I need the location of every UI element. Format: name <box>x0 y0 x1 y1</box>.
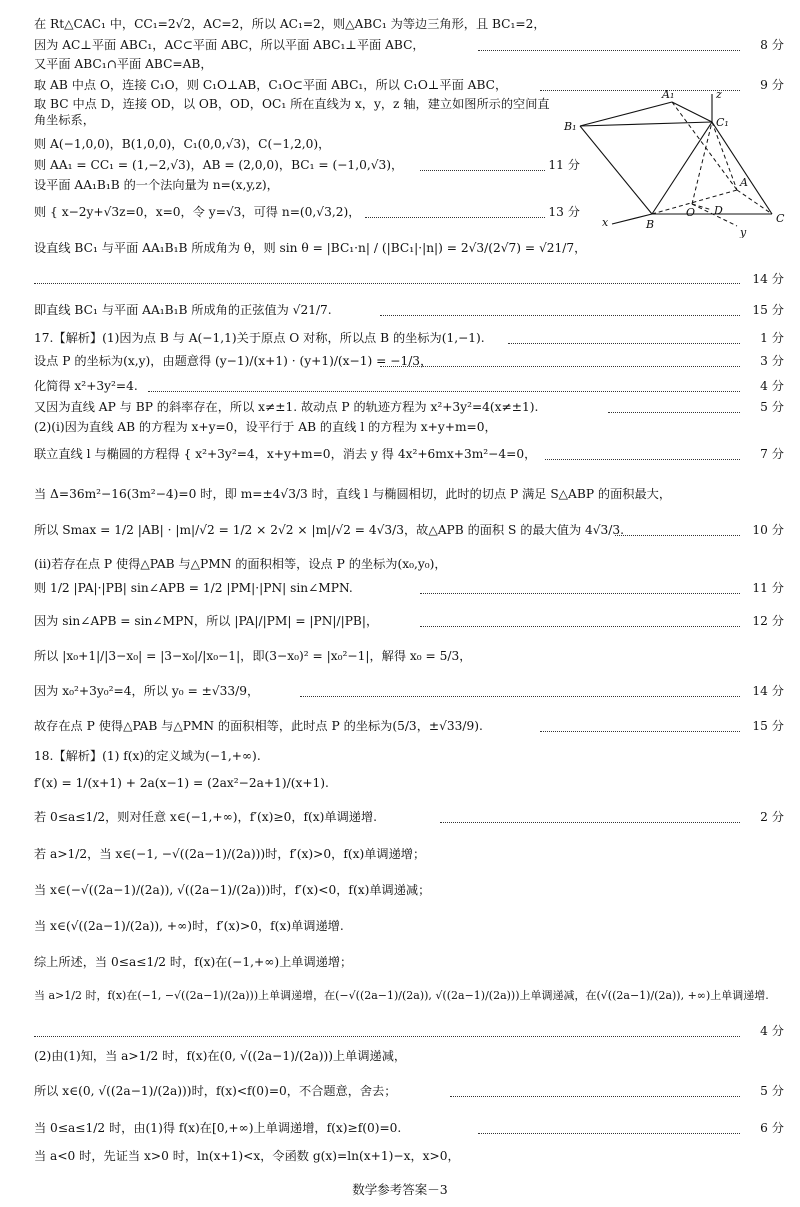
text-line: 又平面 ABC₁∩平面 ABC=AB， <box>34 57 213 71</box>
score-mark: 5 分 <box>760 400 784 414</box>
leader-dots <box>540 731 740 732</box>
figure-label: x <box>602 216 609 229</box>
text-line: 则 { x−2y+√3z=0，x=0，令 y=√3，可得 n=(0,√3,2)， <box>34 205 361 219</box>
leader-dots <box>420 626 740 627</box>
text-line: 当 Δ=36m²−16(3m²−4)=0 时，即 m=±4√3/3 时，直线 l 与椭圆相切，此时的切点 P 满足 S△ABP 的面积最大， <box>34 487 672 501</box>
score-mark: 14 分 <box>752 272 784 286</box>
figure-label: B <box>646 218 655 231</box>
figure-label: D <box>714 204 723 217</box>
text-line: 则 A(−1,0,0)，B(1,0,0)，C₁(0,0,√3)，C(−1,2,0)， <box>34 137 331 151</box>
figure-label: B₁ <box>564 120 577 133</box>
leader-dots <box>615 535 740 536</box>
text-line: 当 a<0 时，先证当 x>0 时，ln(x+1)<x，令函数 g(x)=ln(x+1)−x，x>0， <box>34 1149 460 1163</box>
page-footer: 数学参考答案－3 <box>352 1182 448 1197</box>
score-mark: 9 分 <box>760 78 784 92</box>
text-line: 17.【解析】(1)因为点 B 与 A(−1,1)关于原点 O 对称，所以点 B 的坐标为(1,−1). <box>34 331 485 345</box>
text-line: 当 0≤a≤1/2 时，由(1)得 f(x)在[0,+∞)上单调递增，f(x)≥f(0)=0. <box>34 1121 402 1135</box>
text-line: 所以 |x₀+1|/|3−x₀| = |3−x₀|/|x₀−1|，即(3−x₀)² = |x₀²−1|，解得 x₀ = 5/3， <box>34 649 472 663</box>
text-line: 因为 AC⊥平面 ABC₁，AC⊂平面 ABC，所以平面 ABC₁⊥平面 ABC， <box>34 38 425 52</box>
text-line: (ⅱ)若存在点 P 使得△PAB 与△PMN 的面积相等，设点 P 的坐标为(x₀,y₀)， <box>34 557 447 571</box>
text-line: 设点 P 的坐标为(x,y)，由题意得 (y−1)/(x+1) · (y+1)/(x−1) = −1/3， <box>34 354 433 368</box>
leader-dots <box>545 459 740 460</box>
leader-dots <box>478 1133 740 1134</box>
text-line: 故存在点 P 使得△PAB 与△PMN 的面积相等，此时点 P 的坐标为(5/3，±√33/9). <box>34 719 483 733</box>
leader-dots <box>34 1036 740 1037</box>
score-mark: 12 分 <box>752 614 784 628</box>
text-line: 取 AB 中点 O，连接 C₁O，则 C₁O⊥AB，C₁O⊂平面 ABC₁，所以 C₁O⊥平面 ABC， <box>34 78 508 92</box>
text-line: 在 Rt△CAC₁ 中，CC₁=2√2，AC=2，所以 AC₁=2，则△ABC₁ 为等边三角形，且 BC₁=2， <box>34 17 546 31</box>
text-line: 则 1/2 |PA|·|PB| sin∠APB = 1/2 |PM|·|PN| sin∠MPN. <box>34 581 353 595</box>
leader-dots <box>34 283 740 284</box>
leader-dots <box>148 391 740 392</box>
text-line: 综上所述，当 0≤a≤1/2 时，f(x)在(−1,+∞)上单调递增； <box>34 955 353 969</box>
figure-label: C <box>776 212 785 225</box>
text-line: 若 a>1/2，当 x∈(−1, −√((2a−1)/(2a)))时，f′(x)>0，f(x)单调递增； <box>34 847 426 861</box>
score-mark: 6 分 <box>760 1121 784 1135</box>
text-line: 联立直线 l 与椭圆的方程得 { x²+3y²=4，x+y+m=0，消去 y 得 4x²+6mx+3m²−4=0， <box>34 447 537 461</box>
score-mark: 4 分 <box>760 1024 784 1038</box>
text-line: 取 BC 中点 D，连接 OD，以 OB，OD，OC₁ 所在直线为 x，y，z 轴，建立如图所示的空间直角坐标系， <box>34 97 550 127</box>
text-line: 所以 x∈(0, √((2a−1)/(2a)))时，f(x)<f(0)=0，不合题意，舍去； <box>34 1084 397 1098</box>
leader-dots <box>365 217 545 218</box>
leader-dots <box>420 593 740 594</box>
leader-dots <box>478 50 740 51</box>
text-line: 当 x∈(√((2a−1)/(2a)), +∞)时，f′(x)>0，f(x)单调递增. <box>34 919 344 933</box>
figure-label: C₁ <box>716 116 729 129</box>
text-line: 所以 Smax = 1/2 |AB| · |m|/√2 = 1/2 × 2√2 × |m|/√2 = 4√3/3，故△APB 的面积 S 的最大值为 4√3/3. <box>34 523 625 537</box>
score-mark: 1 分 <box>760 331 784 345</box>
score-mark: 4 分 <box>760 379 784 393</box>
score-mark: 10 分 <box>752 523 784 537</box>
text-line: 因为 sin∠APB = sin∠MPN，所以 |PA|/|PM| = |PN|/|PB|， <box>34 614 379 628</box>
geometry-figure <box>562 86 798 238</box>
text-line: 则 AA₁ = CC₁ = (1,−2,√3)，AB = (2,0,0)，BC₁ = (−1,0,√3)， <box>34 158 404 172</box>
leader-dots <box>380 315 740 316</box>
leader-dots <box>300 696 740 697</box>
score-mark: 15 分 <box>752 303 784 317</box>
figure-label: z <box>716 88 722 101</box>
text-line: 当 x∈(−√((2a−1)/(2a)), √((2a−1)/(2a)))时，f′(x)<0，f(x)单调递减； <box>34 883 431 897</box>
text-line: 化简得 x²+3y²=4. <box>34 379 138 393</box>
score-mark: 11 分 <box>548 158 580 172</box>
text-line: 18.【解析】(1) f(x)的定义域为(−1,+∞). <box>34 749 261 763</box>
figure-label: A₁ <box>662 88 675 101</box>
text-line: f′(x) = 1/(x+1) + 2a(x−1) = (2ax²−2a+1)/(x+1). <box>34 776 329 790</box>
text-line: 若 0≤a≤1/2，则对任意 x∈(−1,+∞)，f′(x)≥0，f(x)单调递增. <box>34 810 378 824</box>
figure-label: y <box>740 226 747 238</box>
score-mark: 15 分 <box>752 719 784 733</box>
leader-dots <box>608 412 740 413</box>
leader-dots <box>420 170 545 171</box>
text-line: 设直线 BC₁ 与平面 AA₁B₁B 所成角为 θ，则 sin θ = |BC₁·n| / (|BC₁|·|n|) = 2√3/(2√7) = √21/7， <box>34 241 587 255</box>
score-mark: 13 分 <box>548 205 580 219</box>
text-line: 当 a>1/2 时，f(x)在(−1, −√((2a−1)/(2a)))上单调递增，在(−√((2a−1)/(2a)), √((2a−1)/(2a)))上单调递减，在(√((2a−1)/(2a)), +∞)上单调递增. <box>34 989 769 1002</box>
text-line: 因为 x₀²+3y₀²=4，所以 y₀ = ±√33/9， <box>34 684 260 698</box>
leader-dots <box>380 366 740 367</box>
text-line: 即直线 BC₁ 与平面 AA₁B₁B 所成角的正弦值为 √21/7. <box>34 303 332 317</box>
leader-dots <box>440 822 740 823</box>
score-mark: 14 分 <box>752 684 784 698</box>
score-mark: 11 分 <box>752 581 784 595</box>
text-line: (2)由(1)知，当 a>1/2 时，f(x)在(0, √((2a−1)/(2a)))上单调递减， <box>34 1049 407 1063</box>
text-line: 设平面 AA₁B₁B 的一个法向量为 n=(x,y,z)， <box>34 178 279 192</box>
score-mark: 7 分 <box>760 447 784 461</box>
leader-dots <box>450 1096 740 1097</box>
figure-label: A <box>740 176 748 189</box>
text-line: (2)(ⅰ)因为直线 AB 的方程为 x+y=0，设平行于 AB 的直线 l 的方程为 x+y+m=0， <box>34 420 497 434</box>
text-line: 又因为直线 AP 与 BP 的斜率存在，所以 x≠±1. 故动点 P 的轨迹方程为 x²+3y²=4(x≠±1). <box>34 400 539 414</box>
score-mark: 3 分 <box>760 354 784 368</box>
figure-label: O <box>686 206 696 219</box>
score-mark: 8 分 <box>760 38 784 52</box>
score-mark: 5 分 <box>760 1084 784 1098</box>
score-mark: 2 分 <box>760 810 784 824</box>
leader-dots <box>508 343 740 344</box>
